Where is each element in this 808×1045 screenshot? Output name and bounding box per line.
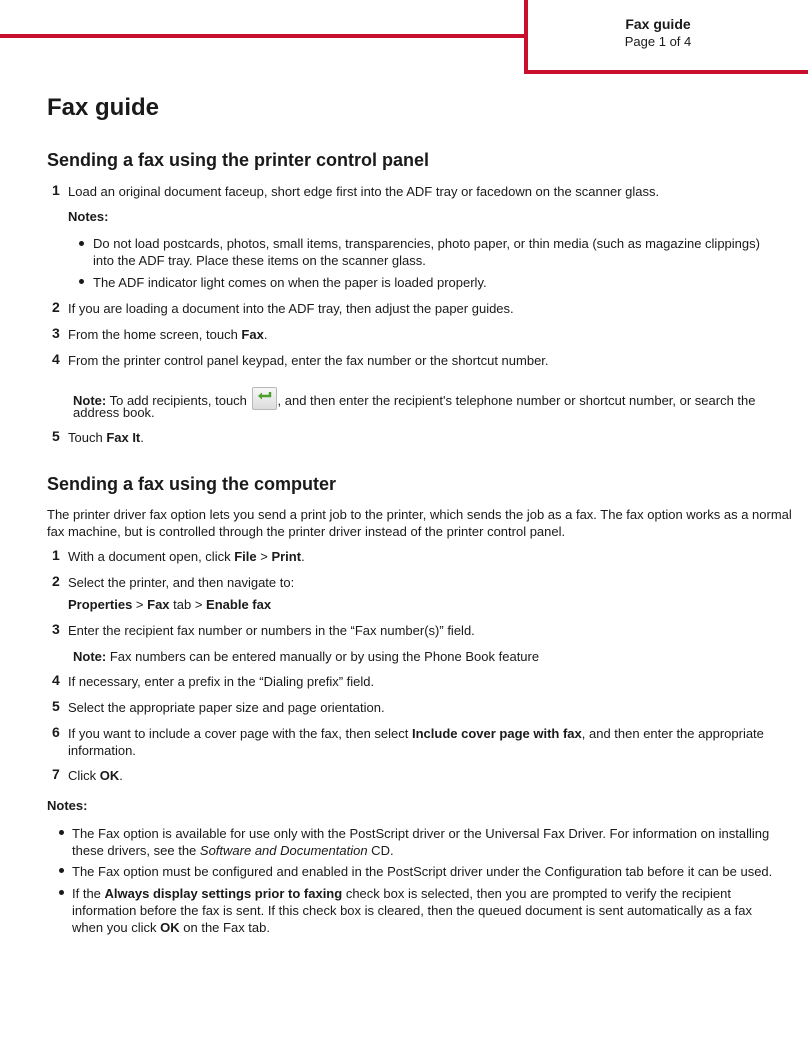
- section-heading-computer: Sending a fax using the computer: [47, 474, 337, 494]
- bullet-icon: [59, 830, 64, 835]
- step-number: 4: [52, 351, 60, 367]
- notes-label: Notes:: [47, 798, 88, 813]
- header-rule-vertical: [524, 0, 528, 74]
- document-title: Fax guide: [47, 94, 160, 121]
- header-rule-right: [524, 70, 808, 74]
- header-page-number: Page 1 of 4: [624, 34, 692, 49]
- step-text: If you want to include a cover page with the fax, then select Include cover page with fax, and then enter the appropriate: [68, 726, 764, 741]
- bullet-icon: [79, 279, 84, 284]
- step-text: If you are loading a document into the ADF tray, then adjust the paper guides.: [68, 301, 514, 316]
- step-number: 5: [52, 428, 60, 444]
- step-number: 6: [52, 724, 60, 740]
- step-text: Enter the recipient fax number or numbers in the “Fax number(s)” field.: [68, 623, 475, 638]
- step-number: 2: [52, 299, 60, 315]
- step-text: From the home screen, touch Fax.: [68, 327, 268, 342]
- add-recipient-arrow-icon: [252, 387, 277, 410]
- step-text: If necessary, enter a prefix in the “Dialing prefix” field.: [68, 674, 375, 689]
- note-bullet-text: into the ADF tray. Place these items on the scanner glass.: [93, 253, 426, 268]
- step-number: 1: [52, 547, 60, 563]
- bullet-icon: [79, 241, 84, 246]
- step-text: From the printer control panel keypad, enter the fax number or the shortcut number.: [68, 353, 549, 368]
- bullet-icon: [59, 868, 64, 873]
- navigation-path: Properties > Fax tab > Enable fax: [68, 597, 272, 612]
- intro-text: fax machine, but is controlled through the printer driver instead of the printer control panel.: [47, 524, 566, 539]
- step-number: 2: [52, 573, 60, 589]
- header-rule-left: [0, 34, 528, 38]
- intro-text: The printer driver fax option lets you send a print job to the printer, which sends the job as a fax. The fax option works as a normal: [47, 507, 792, 522]
- notes-label: Notes:: [68, 209, 109, 224]
- note-bullet-text: these drivers, see the Software and Documentation CD.: [72, 843, 394, 858]
- step-number: 1: [52, 182, 60, 198]
- note-bullet-text: The ADF indicator light comes on when the paper is loaded properly.: [93, 275, 487, 290]
- step-text: Click OK.: [68, 768, 123, 783]
- step-text: With a document open, click File > Print.: [68, 549, 305, 564]
- step-text: Touch Fax It.: [68, 430, 144, 445]
- header-title: Fax guide: [625, 16, 691, 32]
- note-bullet-text: If the Always display settings prior to faxing check box is selected, then you are prompted to verify the recipient: [72, 886, 731, 901]
- step-text: Load an original document faceup, short edge first into the ADF tray or facedown on the scanner glass.: [68, 184, 660, 199]
- note-bullet-text: The Fax option must be configured and enabled in the PostScript driver under the Configuration tab before it can be used.: [72, 864, 773, 879]
- note-text: Note: Fax numbers can be entered manually or by using the Phone Book feature: [73, 649, 540, 664]
- step-number: 3: [52, 621, 60, 637]
- note-bullet-text: The Fax option is available for use only with the PostScript driver or the Universal Fax Driver. For information on installing: [72, 826, 770, 841]
- step-text: Select the printer, and then navigate to:: [68, 575, 295, 590]
- note-bullet-text: information before the fax is sent. If this check box is cleared, then the queued document is sent automatically as a fax: [72, 903, 752, 918]
- note-bullet-text: Do not load postcards, photos, small items, transparencies, photo paper, or thin media (such as magazine clippings): [93, 236, 760, 251]
- step-number: 3: [52, 325, 60, 341]
- step-text: information.: [68, 743, 136, 758]
- step-text: Select the appropriate paper size and page orientation.: [68, 700, 385, 715]
- note-bullet-text: when you click OK on the Fax tab.: [72, 920, 270, 935]
- note-text: address book.: [73, 405, 155, 420]
- step-number: 5: [52, 698, 60, 714]
- bullet-icon: [59, 890, 64, 895]
- note-text: Note: To add recipients, touch , and then enter the recipient's telephone number or shortcut number, or search the: [73, 387, 756, 410]
- section-heading-control-panel: Sending a fax using the printer control panel: [47, 150, 430, 170]
- step-number: 4: [52, 672, 60, 688]
- step-number: 7: [52, 766, 60, 782]
